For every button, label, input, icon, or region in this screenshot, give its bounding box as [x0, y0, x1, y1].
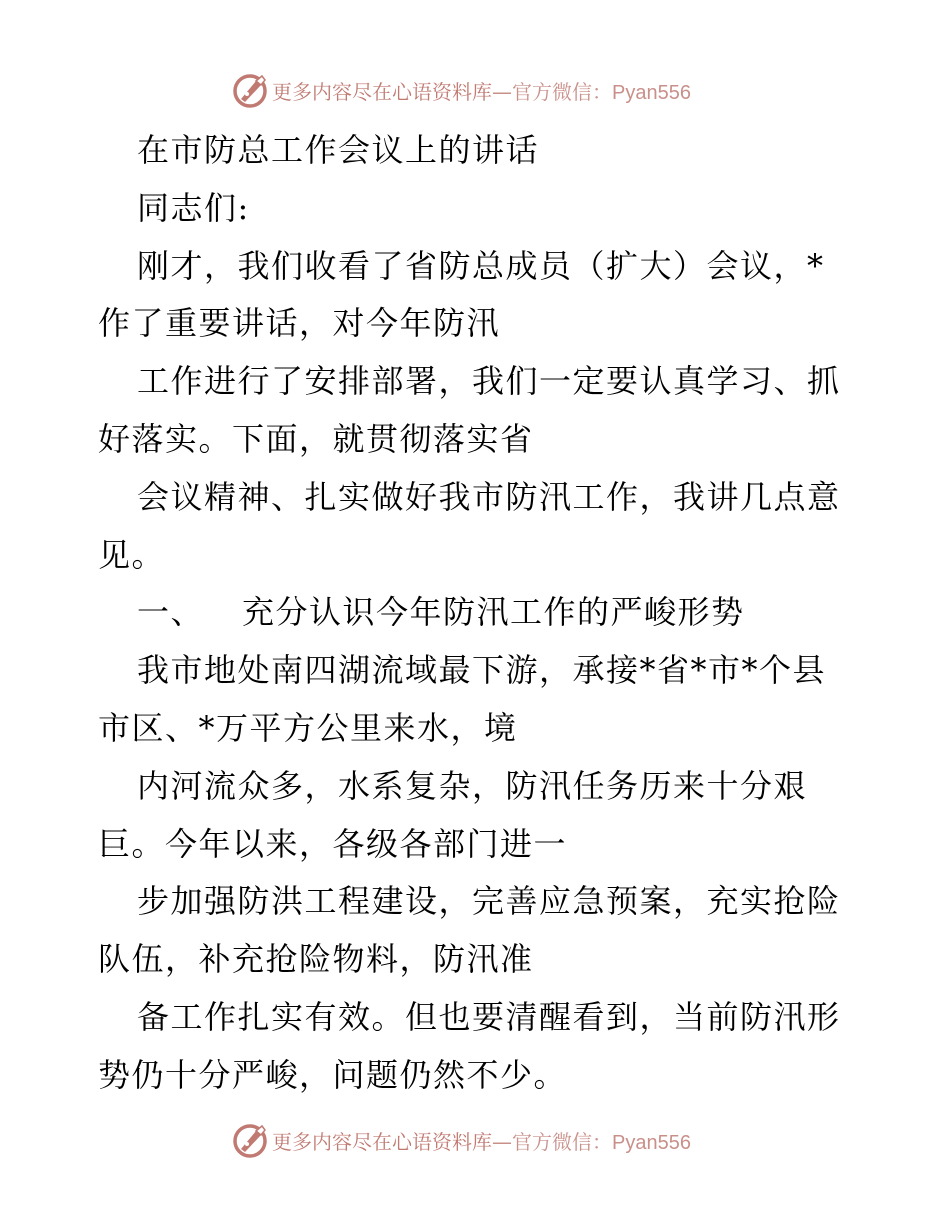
pen-logo-icon: [232, 72, 268, 108]
banner-bold-text: 更多内容尽在心语资料库: [272, 1129, 492, 1154]
paragraph-line: 会议精神、扎实做好我市防汛工作，我讲几点意: [137, 477, 841, 516]
document-title: 在市防总工作会议上的讲话: [137, 131, 540, 169]
banner-bold-text: 更多内容尽在心语资料库: [272, 79, 492, 104]
paragraph-line: 备工作扎实有效。但也要清醒看到，当前防汛形: [137, 997, 841, 1036]
banner-rest-text: —官方微信：: [492, 79, 612, 104]
paragraph-line: 步加强防洪工程建设，完善应急预案，充实抢险: [137, 882, 841, 921]
banner-wechat-id: Pyan556: [612, 1131, 691, 1154]
paragraph-line: 势仍十分严峻，问题仍然不少。: [98, 1055, 568, 1094]
paragraph-line: 我市地处南四湖流域最下游，承接*省*市*个县: [137, 651, 827, 690]
salutation: 同志们:: [137, 188, 250, 227]
section-heading: [98, 584, 858, 642]
paragraph-line: 见。: [98, 535, 166, 574]
paragraph-line: 好落实。下面，就贯彻落实省: [98, 419, 534, 458]
header-watermark: [0, 70, 950, 110]
paragraph-line: 内河流众多，水系复杂，防汛任务历来十分艰: [137, 766, 808, 805]
paragraph-line: 工作进行了安排部署，我们一定要认真学习、抓: [137, 362, 841, 401]
pen-logo-icon: [232, 1122, 268, 1158]
section-number: 一、: [137, 593, 205, 632]
paragraph-line: 队伍，补充抢险物料，防汛准: [98, 940, 534, 979]
paragraph-line: 巨。今年以来，各级各部门进一: [98, 824, 568, 863]
section-title: 充分认识今年防汛工作的严峻形势: [242, 593, 745, 632]
footer-watermark: [0, 1120, 950, 1160]
paragraph-line: 市区、*万平方公里来水，境: [98, 708, 518, 747]
paragraph-line: 刚才，我们收看了省防总成员（扩大）会议，*: [137, 246, 825, 285]
document-body: [98, 122, 858, 1105]
paragraph-line: 作了重要讲话，对今年防汛: [98, 304, 501, 343]
banner-wechat-id: Pyan556: [612, 81, 691, 104]
banner-rest-text: —官方微信：: [492, 1129, 612, 1154]
